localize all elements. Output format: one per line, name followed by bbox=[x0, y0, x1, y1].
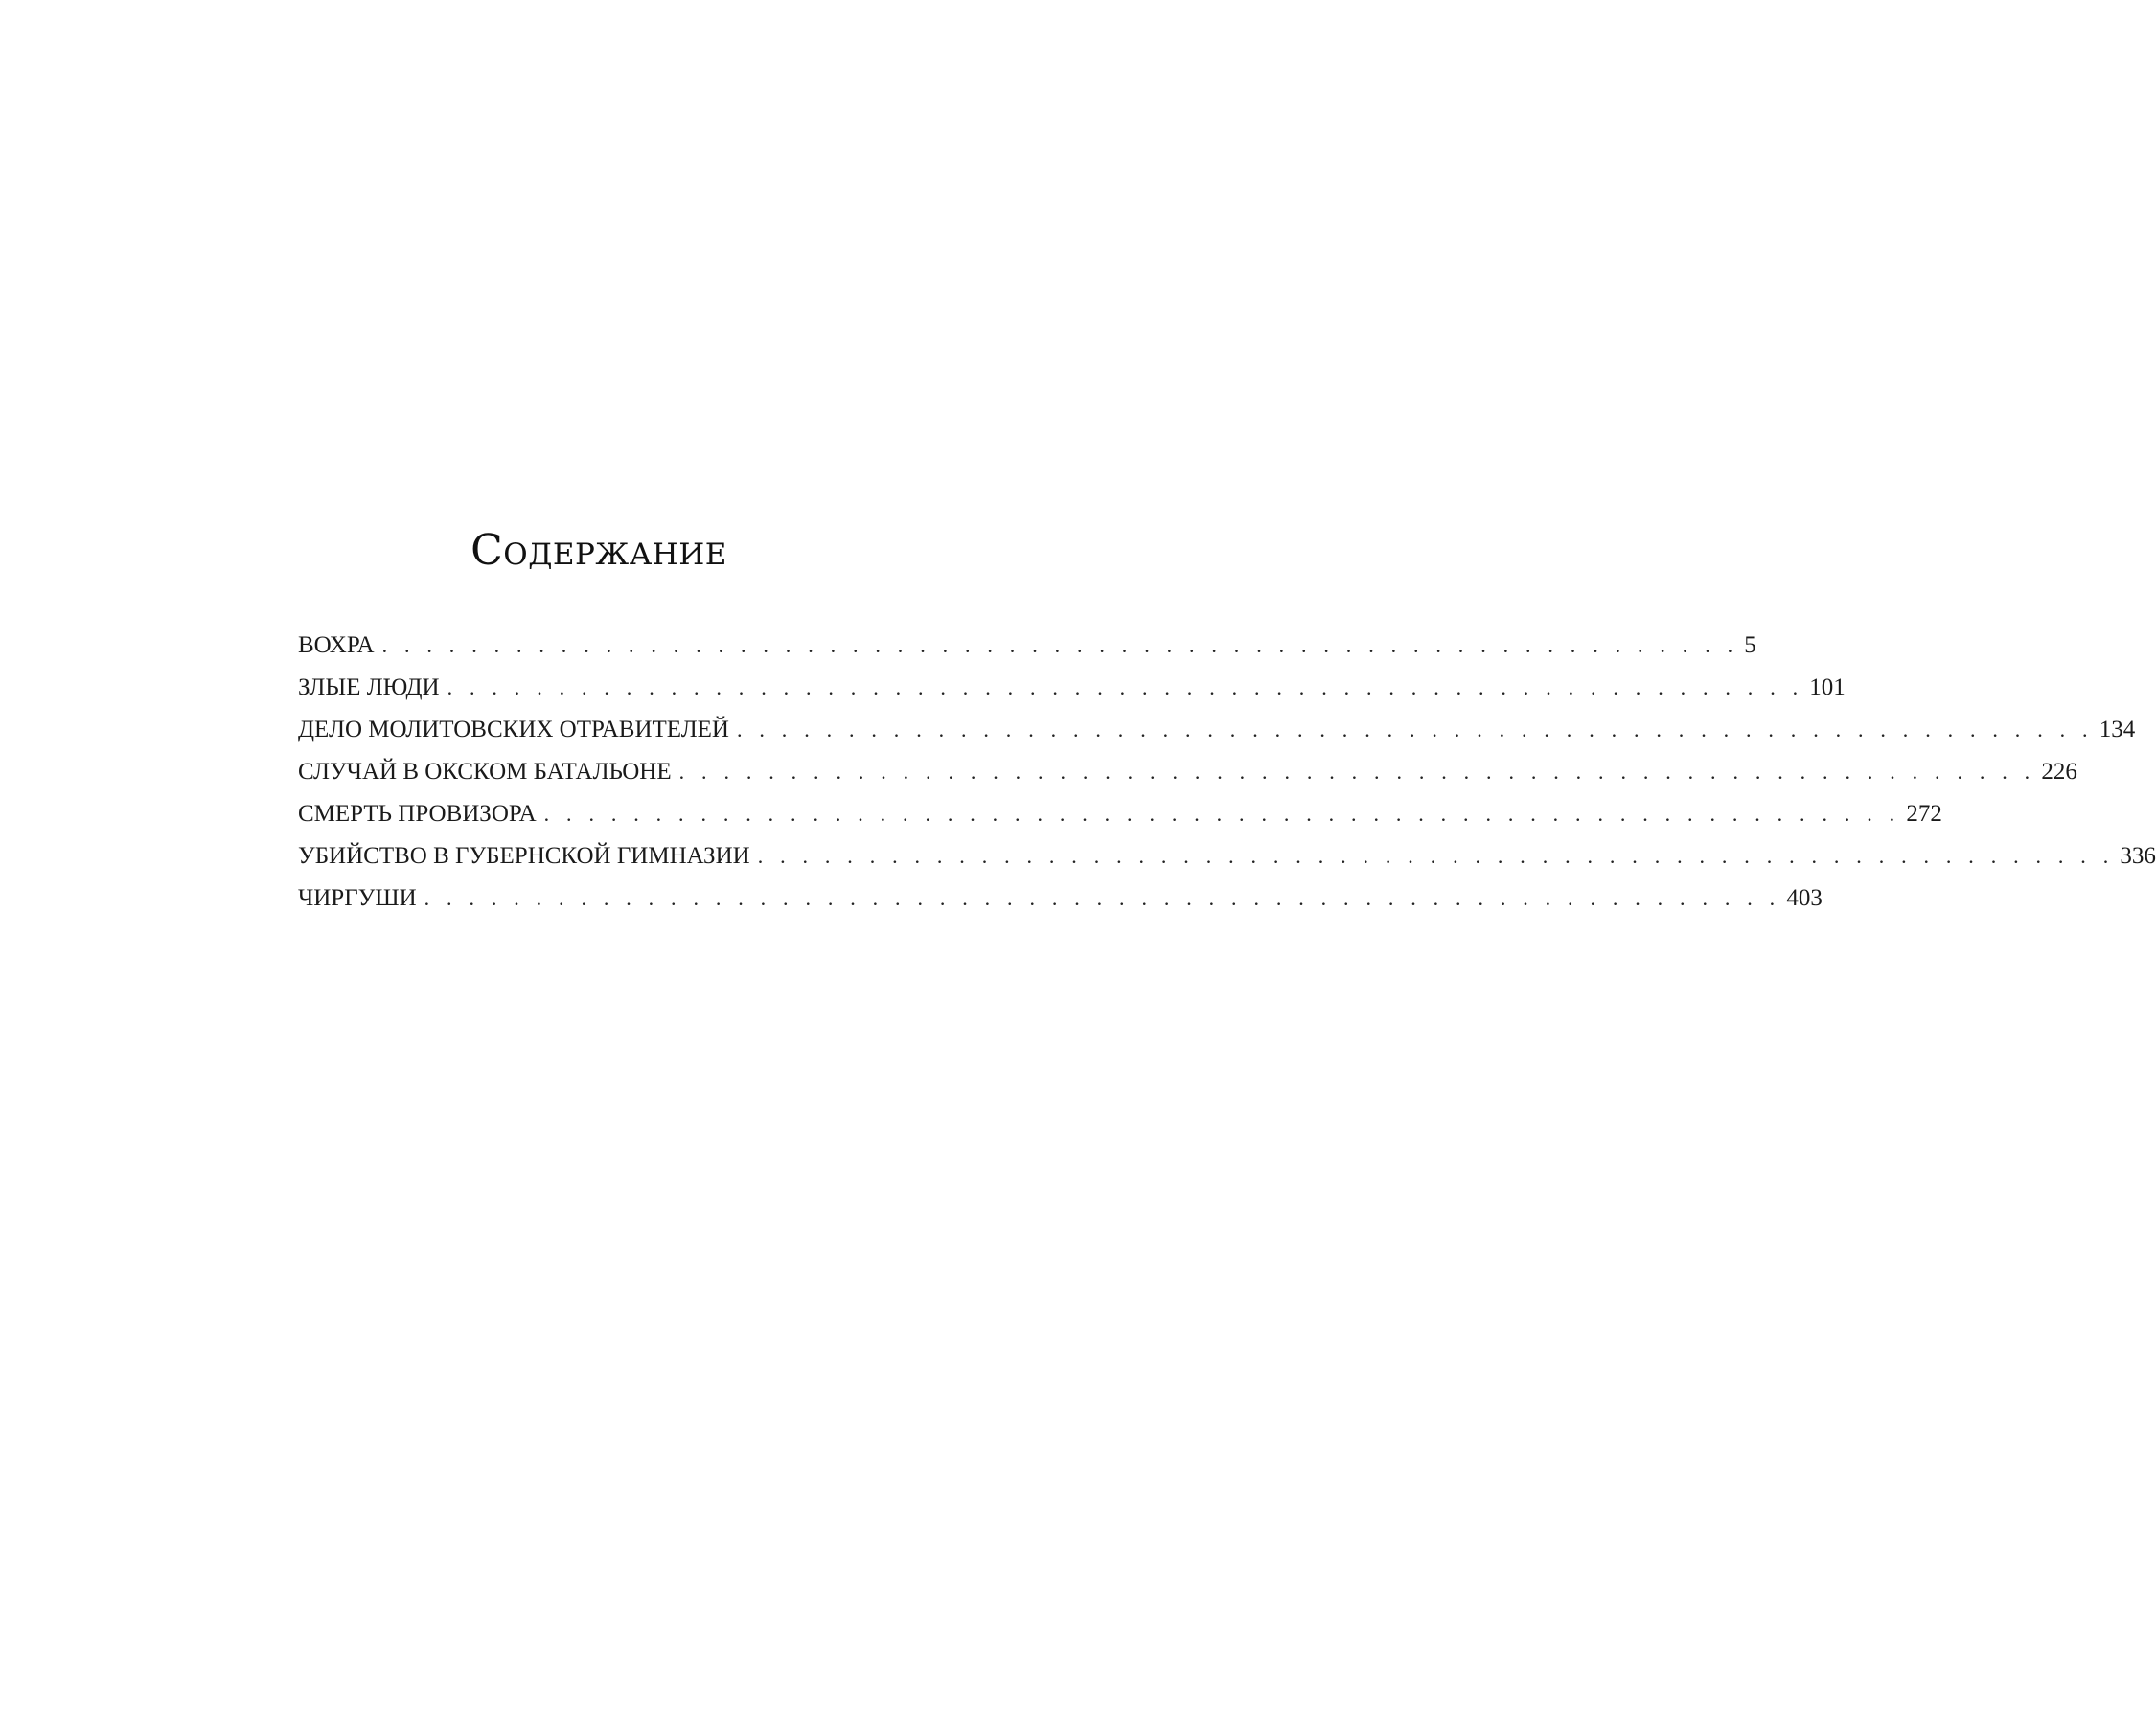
toc-entry bbox=[298, 709, 2136, 751]
dot-leader: . . . . . . . . . . . . . . . . . . . . . . . . . . . . . . . . . . . . . . . . . . . . . . . . . . . . . . . . . . . . . bbox=[447, 675, 1804, 699]
dot-leader: . . . . . . . . . . . . . . . . . . . . . . . . . . . . . . . . . . . . . . . . . . . . . . . . . . . . . . . . . . . . . bbox=[424, 886, 1781, 910]
toc-entry-page: 336 bbox=[2120, 843, 2156, 869]
toc-list bbox=[298, 625, 2156, 920]
dot-leader: . . . . . . . . . . . . . . . . . . . . . . . . . . . . . . . . . . . . . . . . . . . . . . . . . . . . . . . . . . . . . bbox=[381, 633, 1739, 657]
toc-title: Содержание bbox=[470, 526, 727, 575]
toc-entry-title: ЗЛЫЕ ЛЮДИ bbox=[298, 674, 440, 700]
toc-entry-title: УБИЙСТВО В ГУБЕРНСКОЙ ГИМНАЗИИ bbox=[298, 843, 750, 869]
toc-entry bbox=[298, 835, 2156, 878]
toc-entry-page: 403 bbox=[1786, 885, 1823, 911]
toc-entry-title: СМЕРТЬ ПРОВИЗОРА bbox=[298, 801, 537, 827]
dot-leader: . . . . . . . . . . . . . . . . . . . . . . . . . . . . . . . . . . . . . . . . . . . . . . . . . . . . . . . . . . . . . bbox=[678, 760, 2036, 784]
toc-entry-title: ЧИРГУШИ bbox=[298, 885, 417, 911]
toc-entry-title: ДЕЛО МОЛИТОВСКИХ ОТРАВИТЕЛЕЙ bbox=[298, 717, 729, 742]
dot-leader: . . . . . . . . . . . . . . . . . . . . . . . . . . . . . . . . . . . . . . . . . . . . . . . . . . . . . . . . . . . . . bbox=[543, 802, 1901, 826]
toc-entry bbox=[298, 751, 2077, 793]
toc-entry-title: СЛУЧАЙ В ОКСКОМ БАТАЛЬОНЕ bbox=[298, 759, 672, 785]
toc-entry bbox=[298, 878, 1823, 920]
toc-entry bbox=[298, 625, 1756, 667]
toc-entry-page: 272 bbox=[1906, 801, 1942, 827]
toc-entry-title: ВОХРА bbox=[298, 632, 375, 658]
toc-entry bbox=[298, 793, 1942, 835]
toc-entry-page: 226 bbox=[2041, 759, 2077, 785]
toc-entry-page: 5 bbox=[1744, 632, 1756, 658]
toc-entry-page: 101 bbox=[1809, 674, 1846, 700]
dot-leader: . . . . . . . . . . . . . . . . . . . . . . . . . . . . . . . . . . . . . . . . . . . . . . . . . . . . . . . . . . . . . bbox=[757, 844, 2115, 868]
toc-entry bbox=[298, 667, 1846, 709]
dot-leader: . . . . . . . . . . . . . . . . . . . . . . . . . . . . . . . . . . . . . . . . . . . . . . . . . . . . . . . . . . . . . bbox=[737, 718, 2094, 741]
toc-entry-page: 134 bbox=[2099, 717, 2136, 742]
